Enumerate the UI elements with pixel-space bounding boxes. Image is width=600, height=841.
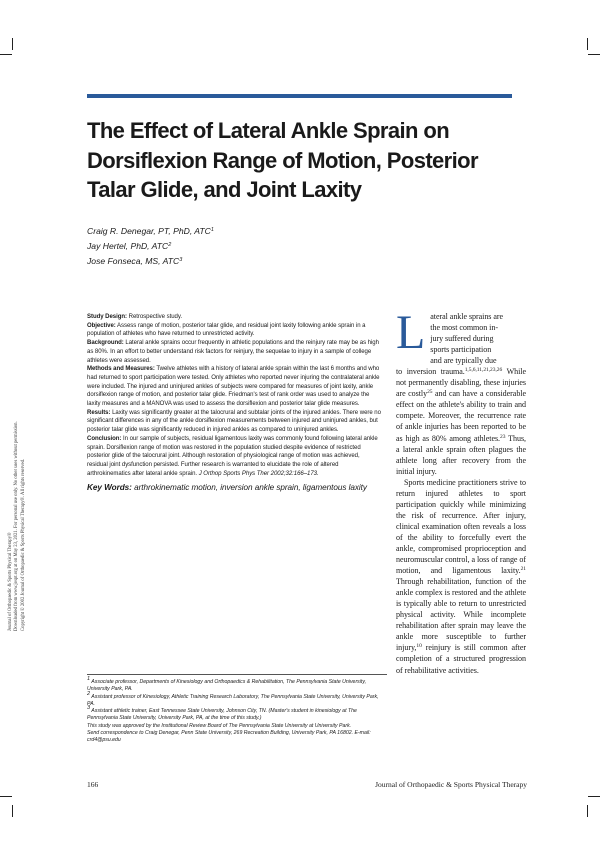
body-column — [396, 306, 527, 676]
footnote: Send correspondence to Craig Denegar, Penn State University, 269 Recreation Building, University Park, PA 16802. E-mail: crd4@psu.edu — [87, 729, 371, 743]
citation: J Orthop Sports Phys Ther 2002;32:166–173. — [198, 470, 319, 477]
author-list — [87, 224, 387, 269]
article-title: The Effect of Lateral Ankle Sprain on Dorsiflexion Range of Motion, Posterior Talar Glide, and Joint Laxity — [87, 118, 478, 202]
intro-line: jury suffered during — [430, 334, 494, 344]
crop-mark — [588, 796, 600, 797]
crop-mark — [12, 805, 13, 817]
abstract-study-design: Study Design: Retrospective study. — [87, 314, 182, 320]
crop-mark — [587, 38, 588, 50]
crop-mark — [12, 38, 13, 50]
footnote: $^2$ Assistant professor of Kinesiology, Athletic Training Research Laboratory, The Pennsylvania State University, University Park, PA. — [87, 690, 379, 707]
body-paragraph: Sports medicine practitioners strive to return injured athletes to sport participation quickly while minimizing the risk of recurrence. After injury, clinical examination often reveals a loss of the ability to forcefully evert the ankle, compromised proprioception and neuromuscular control, a loss of range of motion, and ligamentous laxity.$^{21}$ Through rehabilitation, function of the ankle complex is restored and the athlete is typically able to return to unrestricted physical activity. While incomplete rehabilitation after sprain may leave the ankle more susceptible to further injury,$^{10}$ reinjury is still common after completion of a structured progression of rehabilitative activities. — [396, 477, 527, 675]
author: Craig R. Denegar, PT, PhD, ATC$^1$ — [87, 226, 214, 236]
crop-mark — [0, 796, 12, 797]
intro-line: sports participation — [430, 345, 492, 355]
abstract-objective: Objective: Assess range of motion, posterior talar glide, and residual joint laxity following ankle sprain in a population of athletes who have returned to unrestricted activity. — [87, 322, 366, 338]
crop-mark — [588, 54, 600, 55]
drop-cap: L — [396, 306, 426, 359]
crop-mark — [587, 805, 588, 817]
author: Jose Fonseca, MS, ATC$^3$ — [87, 256, 183, 266]
abstract-background: Background: Lateral ankle sprains occur frequently in athletic populations and the reinjury rate may be as high as 80%. In an effort to better understand risk factors for reinjury, the sequelae to injury in a sample of college athletes were assessed. — [87, 340, 379, 364]
footnote-divider — [87, 674, 387, 675]
body-paragraph: to inversion trauma.$^{1,5,6,11,21,23,26}$ While not permanently disabling, these injuries are costly$^{25}$ and can have a considerable effect on the athlete's ability to train and compete. Moreover, the recurrence rate of ankle injuries has been reported to be as high as 80% among athletes.$^{23}$ Thus, a lateral ankle sprain often plagues the athlete long after recovery from the initial injury. — [396, 367, 527, 476]
key-words: Key Words: arthrokinematic motion, inversion ankle sprain, ligamentous laxity — [87, 483, 367, 493]
journal-footer: Journal of Orthopaedic & Sports Physical Therapy — [375, 780, 527, 789]
author: Jay Hertel, PhD, ATC$^2$ — [87, 241, 172, 251]
footnotes — [87, 674, 385, 744]
title-accent-rule — [87, 94, 512, 98]
footnote: This study was approved by the Institutional Review Board of The Pennsylvania State University at University Park. — [87, 722, 352, 729]
footnote: $^3$ Assistant athletic trainer, East Tennessee State University, Johnson City, TN. (Master's student in kinesiology at The Pennsylvania State University, University Park, PA, at the time of this study.) — [87, 705, 357, 722]
abstract-conclusion: Conclusion: In our sample of subjects, residual ligamentous laxity was commonly found following lateral ankle sprain. Dorsiflexion range of motion was restored in the population studied despite evidence of restricted posterior glide of the talocrural joint. Although restoration of physiological range of motion was achieved, residual joint dysfunction persisted. Further research is warranted to elucidate the role of altered arthrokinematics after lateral ankle sprain. J Orthop Sports Phys Ther 2002;32:166–173. — [87, 435, 378, 477]
page-number: 166 — [87, 780, 99, 789]
footnote: $^1$ Associate professor, Departments of Kinesiology and Orthopaedics & Rehabilitation, The Pennsylvania State University, University Park, PA. — [87, 676, 367, 693]
abstract-results: Results: Laxity was significantly greater at the talocrural and subtalar joints of the injured ankles. There were no significant differences in any of the ankle dorsiflexion measurements between injured and uninjured ankles, but posterior talar glide was significantly reduced in injured ankles as compared to uninjured ankles. — [87, 409, 381, 434]
abstract-methods: Methods and Measures: Twelve athletes with a history of lateral ankle sprain within the last 6 months and who had returned to sport participation were tested. Only athletes who reported never injuring the contralateral ankle were included. The injured and uninjured ankles of subjects were compared for measures of joint laxity, ankle dorsiflexion range of motion, and posterior talar glide. Friedman's test of rank order was used to analyze the laxity measures and a MANOVA was used to assess the dorsiflexion and posterior talar glide measures. — [87, 366, 380, 408]
intro-line: ateral ankle sprains are — [430, 312, 504, 321]
abstract — [87, 313, 381, 494]
intro-line: and are typically due — [430, 356, 497, 366]
intro-line: the most common in- — [430, 323, 498, 333]
crop-mark — [0, 54, 12, 55]
